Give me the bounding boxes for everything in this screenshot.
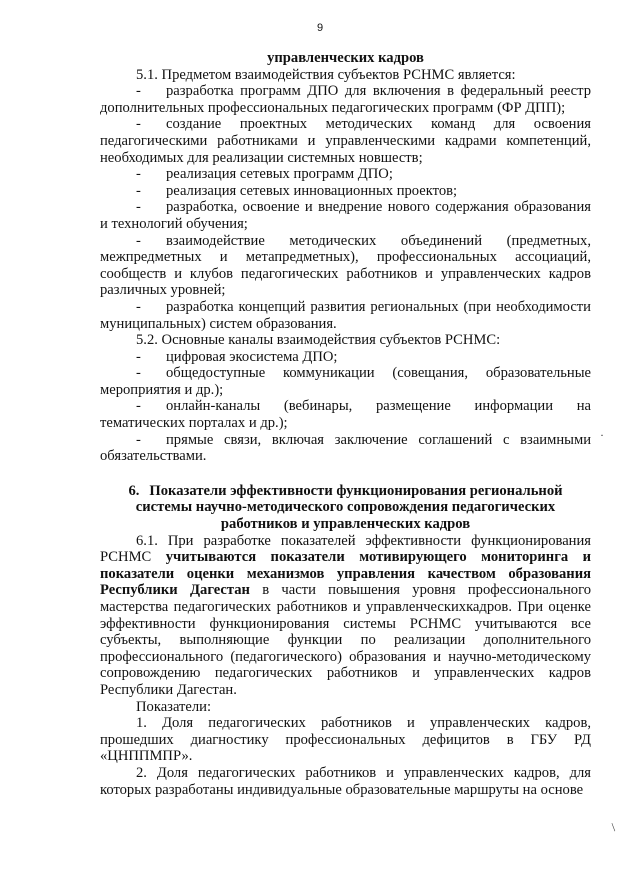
dash-marker: - <box>136 398 141 415</box>
document-body <box>100 50 591 798</box>
dash-marker: - <box>136 182 141 199</box>
scan-speck-mark: · <box>600 428 604 442</box>
list-item: - онлайн-каналы (вебинары, размещение информации на тематических порталах и др.); <box>100 398 591 432</box>
list-item: - разработка программ ДПО для включения в федеральный реестр дополнительных профессиональных педагогических программ (ФР ДПП); <box>100 83 591 116</box>
page-number: 9 <box>316 22 324 34</box>
list-item: - реализация сетевых программ ДПО; <box>136 166 393 183</box>
section-number: 6. <box>128 482 140 499</box>
section-6-title: 6. Показатели эффективности функционирования региональной системы научно-методического сопровождения педагогических работников и управленческих кадров <box>128 482 563 533</box>
dash-marker: - <box>136 348 141 365</box>
list-item: - разработка, освоение и внедрение нового содержания образования и технологий обучения; <box>100 199 591 232</box>
dash-marker: - <box>136 166 141 183</box>
indicator-item: 1. Доля педагогических работников и управленческих кадров, прошедших диагностику профессиональных дефицитов в ГБУ РД «ЦНППМПР». <box>100 715 591 765</box>
list-item: - реализация сетевых инновационных проектов; <box>136 182 458 199</box>
dash-marker: - <box>136 199 141 216</box>
list-item: - создание проектных методических команд для освоения педагогическими работниками и управленческими кадрами компетенций, необходимых для реализации системных новшеств; <box>100 116 591 166</box>
indicators-label: Показатели: <box>136 698 212 715</box>
dash-marker: - <box>136 83 141 100</box>
dash-marker: - <box>136 431 141 448</box>
dash-marker: - <box>136 116 141 133</box>
indicator-item: 2. Доля педагогических работников и управленческих кадров, для которых разработаны индивидуальные образовательные маршруты на основе <box>100 764 591 798</box>
paragraph-5-1: 5.1. Предметом взаимодействия субъектов РСНМС является: <box>136 66 516 83</box>
list-item: - разработка концепций развития региональных (при необходимости муниципальных) систем образования. <box>100 298 591 332</box>
dash-marker: - <box>136 232 141 249</box>
paragraph-6-1: 6.1. При разработке показателей эффективности функционирования РСНМС учитываются показатели мотивирующего мониторинга и показатели оценки механизмов управления качеством образования Республики Дагестан в части повышения уровня профессионального мастерства педагогических работников и управленческихкадров. При оценке эффективности функционирования системы РСНМС учитываются все субъекты, выполняющие функции по реализации дополнительного профессионального (педагогического) образования и научно-методическому сопровождению педагогических работников и управленческих кадров Республики Дагестан. <box>100 532 591 698</box>
section-heading-tail: управленческих кадров <box>267 50 424 66</box>
paragraph-5-2: 5.2. Основные каналы взаимодействия субъектов РСНМС: <box>136 332 501 349</box>
dash-marker: - <box>136 298 141 315</box>
dash-marker: - <box>136 365 141 382</box>
scan-pen-mark: / <box>607 820 620 834</box>
list-item: - цифровая экосистема ДПО; <box>136 348 338 365</box>
list-item: - общедоступные коммуникации (совещания, образовательные мероприятия и др.); <box>100 365 591 398</box>
list-item: - взаимодействие методических объединений (предметных, межпредметных и метапредметных), профессиональных ассоциаций, сообществ и клубов педагогических работников и управленческих кадров различных уровней; <box>100 232 591 299</box>
spacer <box>100 465 591 483</box>
list-item: - прямые связи, включая заключение соглашений с взаимными обязательствами. <box>100 431 591 465</box>
